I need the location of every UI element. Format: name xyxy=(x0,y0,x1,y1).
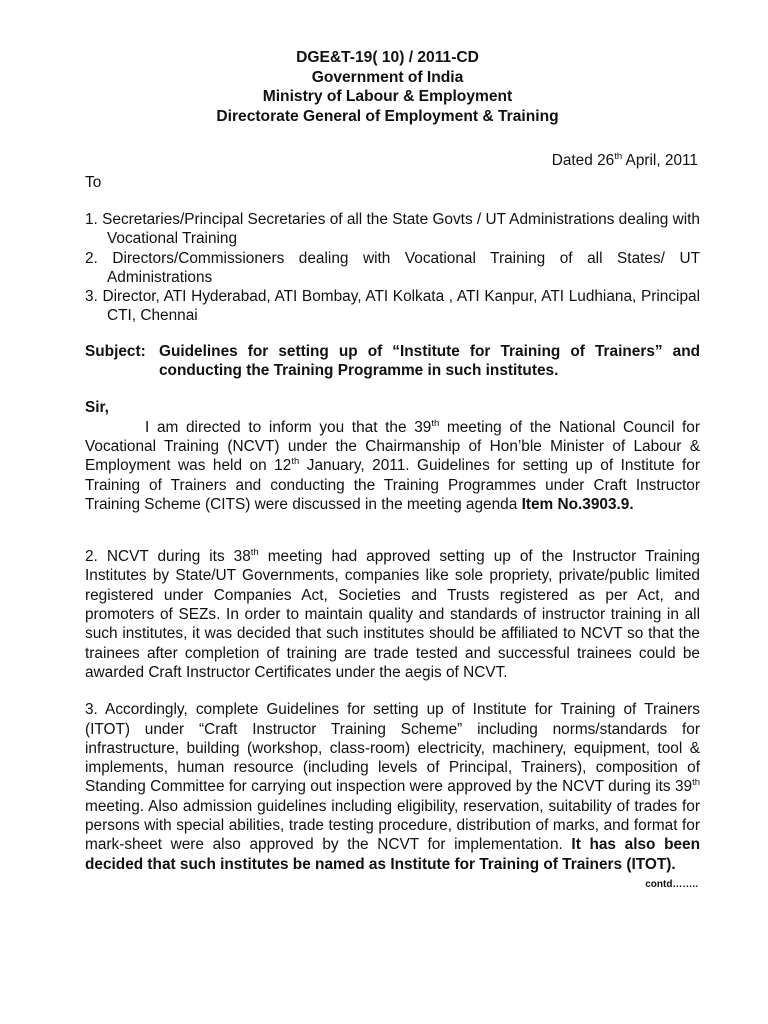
continued-marker: contd…….. xyxy=(645,878,698,890)
para1-ordinal-2: th xyxy=(291,456,300,468)
reference-number: DGE&T-19( 10) / 2011-CD xyxy=(296,49,479,66)
ministry-name: Ministry of Labour & Employment xyxy=(262,88,513,106)
para1-text-b: meeting of the National Council for Vocational Training (NCVT) under the Chairmanship of Hon’ble Minister of Labour & Employment was held on 12 xyxy=(85,418,700,475)
addressee-list xyxy=(85,210,700,326)
para2-ordinal: th xyxy=(250,547,259,559)
para1-ordinal-1: th xyxy=(431,417,440,429)
paragraph-3 xyxy=(85,700,700,874)
paragraph-1 xyxy=(85,418,700,514)
agenda-item-number: Item No.3903.9. xyxy=(521,495,634,513)
directorate-name: Directorate General of Employment & Training xyxy=(216,107,559,125)
date-ordinal: th xyxy=(614,151,623,163)
subject-text: Guidelines for setting up of “Institute for Training of Trainers” and conducting the Training Programme in such institutes. xyxy=(159,342,700,380)
para3-text-b: meeting. Also admission guidelines including eligibility, reservation, suitability of trades for persons with special abilities, trade testing procedure, distribution of marks, and format for mark-sheet were also approved by the NCVT for implementation. xyxy=(85,797,700,854)
addressee-item: 3. Director, ATI Hyderabad, ATI Bombay, ATI Kolkata , ATI Kanpur, ATI Ludhiana, Principal CTI, Chennai xyxy=(85,288,700,325)
salutation: Sir, xyxy=(85,399,109,417)
subject-label: Subject: xyxy=(85,342,146,360)
para2-text-a: 2. NCVT during its 38 xyxy=(85,548,251,566)
letter-header xyxy=(75,48,700,126)
para1-text-a: I am directed to inform you that the 39 xyxy=(145,418,432,436)
paragraph-2 xyxy=(85,547,700,682)
addressee-item: 1. Secretaries/Principal Secretaries of all the State Govts / UT Administrations dealing with Vocational Training xyxy=(85,210,700,248)
to-line: To xyxy=(85,173,102,191)
para3-bold-decision: It has also been decided that such institutes be named as Institute for Training of Trainers (ITOT). xyxy=(85,836,700,873)
para2-text-b: meeting had approved setting up of the Instructor Training Institutes by State/UT Governments, companies like sole propriety, private/public limited registered under Companies Act, Societies and Trusts registered as per Act, and promoters of SEZs. In order to maintain quality and standards of instructor training in all such institutes, it was decided that such institutes should be affiliated to NCVT so that the trainees after completion of training are trade tested and successful trainees could be awarded Craft Instructor Certificates under the aegis of NCVT. xyxy=(85,548,700,681)
government-name: Government of India xyxy=(311,68,464,86)
addressee-item: 2. Directors/Commissioners dealing with Vocational Training of all States/ UT Administrations xyxy=(85,249,700,286)
para3-text-a: 3. Accordingly, complete Guidelines for setting up of Institute for Training of Trainers (ITOT) under “Craft Instructor Training Scheme” including norms/standards for infrastructure, building (workshop, class-room) electricity, machinery, equipment, tool & implements, human resource (including levels of Principal, Trainers), composition of Standing Committee for carrying out inspection were approved by the NCVT during its 39 xyxy=(85,701,700,796)
date-prefix: Dated 26 xyxy=(551,152,615,170)
para1-text-c: January, 2011. Guidelines for setting up of Institute for Training of Trainers and conducting the Training Programmes under Craft Instructor Training Scheme (CITS) were discussed in the meeting agenda xyxy=(85,457,700,513)
subject-line xyxy=(85,342,700,381)
letter-date xyxy=(85,151,700,170)
para3-ordinal: th xyxy=(692,777,700,789)
date-suffix: April, 2011 xyxy=(622,152,698,170)
